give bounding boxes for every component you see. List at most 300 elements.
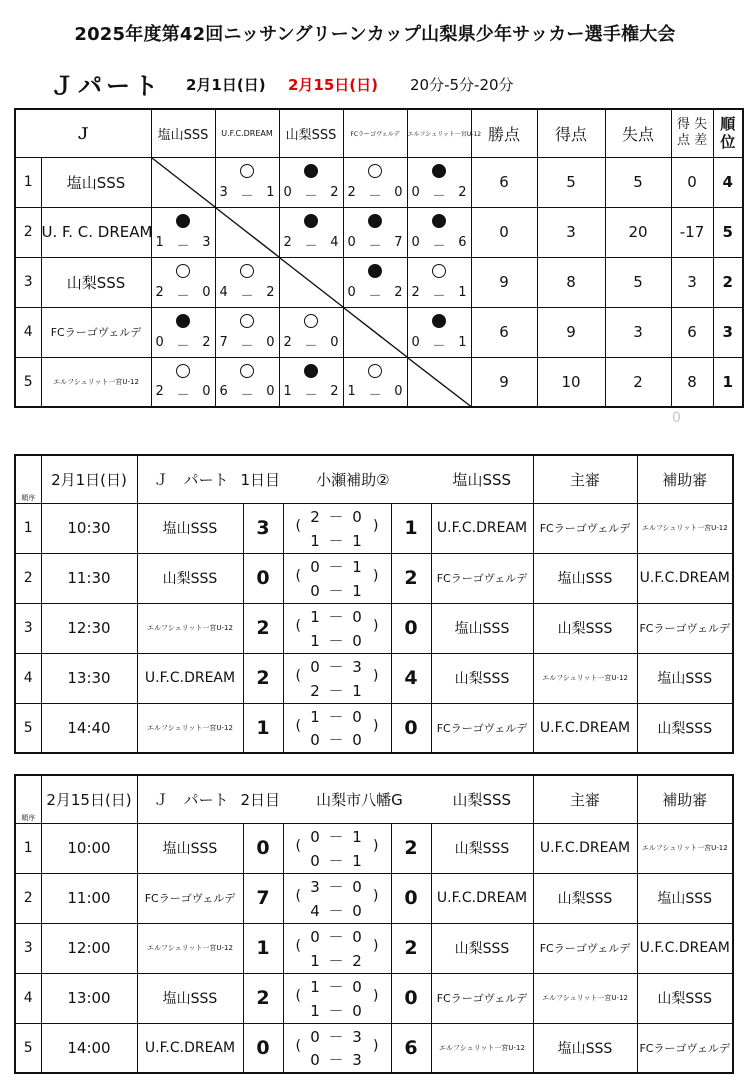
result-score [282,185,341,204]
goals-for-value: 10 [537,357,605,407]
score-dash: － [304,338,318,354]
paren-close: ) [373,988,379,1004]
self-match-cell [407,357,471,407]
away-team: 山梨SSS [431,653,533,703]
away-score: 0 [391,873,431,923]
standings-header-row [15,109,743,157]
half-time-scores [283,873,391,923]
home-score: 0 [243,553,283,603]
first-half-score: 0 － 3 [310,1027,364,1046]
score-dash: － [432,238,446,254]
half-time-scores [283,503,391,553]
row-number: 2 [15,207,41,257]
score-dash: － [304,388,318,403]
result-score [410,185,469,204]
loss-mark-icon [432,164,446,178]
points-value: 9 [471,357,537,407]
match-number: 2 [15,873,41,923]
win-mark-icon [304,314,318,328]
result-score [154,384,213,403]
result-score [346,285,405,304]
score-left: 0 [155,334,164,350]
referee-team: 山梨SSS [533,873,637,923]
score-dash: － [368,238,382,254]
paren-open: ( [295,1037,301,1054]
referee-team: 塩山SSS [533,553,637,603]
match-row [15,603,733,653]
referee-team: U.F.C.DREAM [533,823,637,873]
match-number: 3 [15,923,41,973]
score-right: 0 [330,334,339,350]
loss-mark-icon [368,214,382,228]
away-team: 山梨SSS [431,923,533,973]
result-score [346,384,405,403]
paren-close: ) [373,518,379,534]
away-team: FCラーゴヴェルデ [431,973,533,1023]
score-right: 1 [458,284,467,300]
score-right: 7 [394,234,403,250]
paren-close: ) [373,568,379,584]
score-right: 6 [458,234,467,250]
score-dash: － [240,288,254,304]
result-score [218,335,277,354]
result-cell [279,307,343,357]
score-dash: － [176,238,190,254]
paren-close: ) [373,938,379,954]
away-team: U.F.C.DREAM [431,873,533,923]
goal-difference-value: 6 [671,307,713,357]
home-team: 山梨SSS [137,553,243,603]
result-score [154,335,213,354]
paren-open: ( [295,668,301,684]
match-number: 3 [15,603,41,653]
half-time-scores [283,823,391,873]
first-date: 2月1日(日) [186,76,266,94]
goals-against-value: 3 [605,307,671,357]
match-row [15,923,733,973]
result-cell [151,307,215,357]
score-left: 2 [347,184,356,200]
assistant-referee-team: 塩山SSS [637,653,733,703]
loss-mark-icon [304,214,318,228]
score-right: 0 [266,334,275,350]
col-header-goals-against: 失点 [605,109,671,157]
assistant-referee-team: FCラーゴヴェルデ [637,603,733,653]
kickoff-time: 14:00 [41,1023,137,1073]
result-score [154,285,213,304]
home-team: U.F.C.DREAM [137,1023,243,1073]
seq-header: 順序 [15,455,41,503]
paren-close: ) [373,1037,379,1054]
score-dash: － [304,188,318,204]
result-cell [407,157,471,207]
rank-value: 4 [713,157,743,207]
kickoff-time: 10:00 [41,823,137,873]
paren-open: ( [295,988,301,1004]
match-row [15,703,733,753]
score-dash: － [368,288,382,304]
score-dash: － [240,188,254,204]
match-number: 5 [15,1023,41,1073]
score-right: 2 [330,384,339,399]
loss-mark-icon [176,314,190,328]
score-left: 3 [219,184,228,200]
score-dash: － [304,238,318,254]
result-score [218,185,277,204]
schedule-day: 1日目 [240,470,281,489]
schedule-header-row [15,455,733,503]
paren-close: ) [373,717,379,734]
away-score: 2 [391,553,431,603]
first-half-score: 3 － 0 [310,877,364,896]
score-dash: － [240,338,254,354]
result-cell [215,307,279,357]
goal-difference-value: 3 [671,257,713,307]
points-value: 6 [471,157,537,207]
win-mark-icon [240,164,254,178]
assistant-referee-team: U.F.C.DREAM [637,553,733,603]
score-right: 0 [394,184,403,200]
self-match-cell [343,307,407,357]
score-right: 2 [330,184,339,200]
points-value: 0 [471,207,537,257]
part-header [0,66,750,98]
referee-team: U.F.C.DREAM [533,703,637,753]
self-match-cell [151,157,215,207]
score-right: 0 [266,384,275,399]
standings-table [14,108,744,408]
match-number: 1 [15,503,41,553]
second-half-score: 0 － 0 [310,731,364,749]
away-score: 0 [391,703,431,753]
goals-for-value: 3 [537,207,605,257]
loss-mark-icon [368,264,382,278]
second-half-score: 2 － 1 [310,681,364,700]
row-team-name: エルフシュリット一宮U-12 [41,357,151,407]
col-header-goal-difference: 得 失 点 差 [671,109,713,157]
goals-against-value: 5 [605,157,671,207]
score-right: 0 [202,284,211,300]
result-score [346,185,405,204]
score-right: 1 [458,334,467,350]
loss-mark-icon [304,164,318,178]
match-number: 4 [15,653,41,703]
referee-team: エルフシュリット一宮U-12 [533,653,637,703]
half-time-scores [283,553,391,603]
paren-close: ) [373,668,379,684]
away-score: 6 [391,1023,431,1073]
loss-mark-icon [176,214,190,228]
col-header-rank: 順 位 [713,109,743,157]
match-format: 20分-5分-20分 [410,76,514,94]
result-score [346,235,405,254]
score-left: 2 [411,284,420,300]
home-score: 0 [243,1023,283,1073]
result-cell [407,207,471,257]
win-mark-icon [240,364,254,378]
home-score: 2 [243,653,283,703]
match-row [15,553,733,603]
standings-row [15,307,743,357]
goals-for-value: 5 [537,157,605,207]
score-right: 1 [266,184,275,200]
second-half-score: 1 － 0 [310,1001,364,1020]
col-header-team-1: 塩山SSS [151,109,215,157]
paren-open: ( [295,838,301,854]
result-score [410,285,469,304]
score-left: 2 [283,234,292,250]
kickoff-time: 13:00 [41,973,137,1023]
home-team: エルフシュリット一宮U-12 [137,603,243,653]
row-team-name: FCラーゴヴェルデ [41,307,151,357]
away-score: 0 [391,603,431,653]
kickoff-time: 12:00 [41,923,137,973]
score-left: 2 [283,334,292,350]
paren-close: ) [373,838,379,854]
result-cell [215,257,279,307]
row-team-name: U. F. C. DREAM [41,207,151,257]
schedule-date: 2月15日(日) [41,775,137,823]
col-header-team-5: エルフシュリット一宮U-12 [407,109,471,157]
kickoff-time: 13:30 [41,653,137,703]
home-score: 3 [243,503,283,553]
assistant-referee-team: エルフシュリット一宮U-12 [637,503,733,553]
home-team: 塩山SSS [137,973,243,1023]
paren-open: ( [295,568,301,584]
second-half-score: 1 － 2 [310,951,364,970]
home-score: 0 [243,823,283,873]
paren-open: ( [295,938,301,954]
row-number: 3 [15,257,41,307]
score-right: 2 [394,284,403,300]
row-number: 5 [15,357,41,407]
half-time-scores [283,1023,391,1073]
result-score [282,335,341,354]
win-mark-icon [432,264,446,278]
rank-value: 3 [713,307,743,357]
score-left: 0 [347,234,356,250]
result-score [282,235,341,254]
result-cell [215,357,279,407]
second-half-score: 0 － 3 [310,1051,364,1069]
score-right: 0 [202,384,211,399]
assistant-referee-team: 山梨SSS [637,973,733,1023]
match-row [15,873,733,923]
self-match-cell [279,257,343,307]
score-dash: － [368,388,382,403]
home-score: 1 [243,923,283,973]
goals-for-value: 9 [537,307,605,357]
referee-team: エルフシュリット一宮U-12 [533,973,637,1023]
second-half-score: 0 － 1 [310,581,364,600]
score-dash: － [432,288,446,304]
standings-body [15,157,743,407]
away-score: 4 [391,653,431,703]
score-left: 6 [219,384,228,399]
score-dash: － [432,338,446,354]
row-number: 1 [15,157,41,207]
win-mark-icon [368,364,382,378]
second-half-score: 1 － 1 [310,531,364,550]
match-row [15,1023,733,1073]
second-half-score: 0 － 1 [310,851,364,870]
standings-row [15,207,743,257]
score-right: 2 [202,334,211,350]
result-cell [279,157,343,207]
home-team: エルフシュリット一宮U-12 [137,923,243,973]
result-score [410,235,469,254]
home-team: 塩山SSS [137,823,243,873]
score-left: 0 [411,184,420,200]
schedule-table-day-2 [14,774,734,1074]
schedule-info [137,775,431,823]
schedule-info [137,455,431,503]
rank-value: 5 [713,207,743,257]
match-row [15,653,733,703]
score-left: 0 [283,184,292,200]
faint-note: 0 [672,410,681,426]
first-half-score: 1 － 0 [310,977,364,996]
away-team: FCラーゴヴェルデ [431,703,533,753]
score-left: 0 [411,234,420,250]
kickoff-time: 11:30 [41,553,137,603]
away-score: 2 [391,823,431,873]
paren-close: ) [373,618,379,634]
col-header-points: 勝点 [471,109,537,157]
home-score: 2 [243,973,283,1023]
kickoff-time: 14:40 [41,703,137,753]
paren-open: ( [295,717,301,734]
result-cell [215,157,279,207]
first-half-score: 0 － 1 [310,557,364,576]
result-score [218,384,277,403]
half-time-scores [283,923,391,973]
goals-against-value: 20 [605,207,671,257]
result-cell [343,207,407,257]
schedule-part: Ｊ パート [153,790,229,809]
part-name: Ｊパート [50,72,162,100]
score-left: 2 [155,384,164,399]
away-score: 1 [391,503,431,553]
assistant-referee-team: U.F.C.DREAM [637,923,733,973]
paren-close: ) [373,888,379,904]
score-right: 2 [266,284,275,300]
match-row [15,823,733,873]
schedule-date: 2月1日(日) [41,455,137,503]
score-left: 1 [155,234,164,250]
home-score: 1 [243,703,283,753]
half-time-scores [283,603,391,653]
home-score: 2 [243,603,283,653]
schedule-part: Ｊ パート [153,470,229,489]
referee-header: 主審 [533,775,637,823]
assistant-referee-team: FCラーゴヴェルデ [637,1023,733,1073]
loss-mark-icon [432,214,446,228]
standings-corner-label: Ｊ [15,109,151,157]
half-time-scores [283,653,391,703]
result-cell [343,357,407,407]
half-time-scores [283,703,391,753]
referee-team: 塩山SSS [533,1023,637,1073]
first-half-score: 1 － 0 [310,707,364,726]
result-cell [151,207,215,257]
col-header-team-4: FCラーゴヴェルデ [343,109,407,157]
schedule-table-day-1 [14,454,734,754]
match-row [15,503,733,553]
result-cell [151,257,215,307]
score-dash: － [176,388,190,403]
match-number: 4 [15,973,41,1023]
half-time-scores [283,973,391,1023]
kickoff-time: 10:30 [41,503,137,553]
score-left: 1 [283,384,292,399]
score-left: 4 [219,284,228,300]
col-header-team-2: U.F.C.DREAM [215,109,279,157]
first-half-score: 1 － 0 [310,607,364,626]
home-score: 7 [243,873,283,923]
schedule-header-row [15,775,733,823]
away-team: エルフシュリット一宮U-12 [431,1023,533,1073]
match-number: 2 [15,553,41,603]
schedule-day: 2日目 [240,790,281,809]
score-dash: － [176,288,190,304]
away-team: U.F.C.DREAM [431,503,533,553]
assistant-referee-team: エルフシュリット一宮U-12 [637,823,733,873]
win-mark-icon [240,314,254,328]
home-team: FCラーゴヴェルデ [137,873,243,923]
standings-row [15,157,743,207]
goals-for-value: 8 [537,257,605,307]
result-score [410,335,469,354]
assistant-referee-header: 補助審 [637,455,733,503]
score-left: 7 [219,334,228,350]
referee-header: 主審 [533,455,637,503]
away-team: FCラーゴヴェルデ [431,553,533,603]
home-team: 塩山SSS [137,503,243,553]
result-score [154,235,213,254]
first-half-score: 0 － 3 [310,657,364,676]
score-dash: － [176,338,190,354]
result-cell [343,157,407,207]
goals-against-value: 2 [605,357,671,407]
result-cell [279,357,343,407]
referee-team: 山梨SSS [533,603,637,653]
goal-difference-value: 0 [671,157,713,207]
schedule-venue: 山梨市八幡G [316,790,403,809]
row-number: 4 [15,307,41,357]
rank-value: 1 [713,357,743,407]
result-cell [279,207,343,257]
assistant-referee-header: 補助審 [637,775,733,823]
score-dash: － [432,188,446,204]
result-score [218,285,277,304]
home-team: エルフシュリット一宮U-12 [137,703,243,753]
standings-row [15,357,743,407]
goal-difference-value: 8 [671,357,713,407]
result-cell [407,307,471,357]
result-cell [407,257,471,307]
page-title: 2025年度第42回ニッサングリーンカップ山梨県少年サッカー選手権大会 [74,24,676,45]
home-team: U.F.C.DREAM [137,653,243,703]
win-mark-icon [368,164,382,178]
first-half-score: 2 － 0 [310,507,364,526]
standings-row [15,257,743,307]
result-cell [151,357,215,407]
schedule-host: 塩山SSS [431,455,533,503]
referee-team: FCラーゴヴェルデ [533,923,637,973]
away-team: 山梨SSS [431,823,533,873]
win-mark-icon [176,364,190,378]
